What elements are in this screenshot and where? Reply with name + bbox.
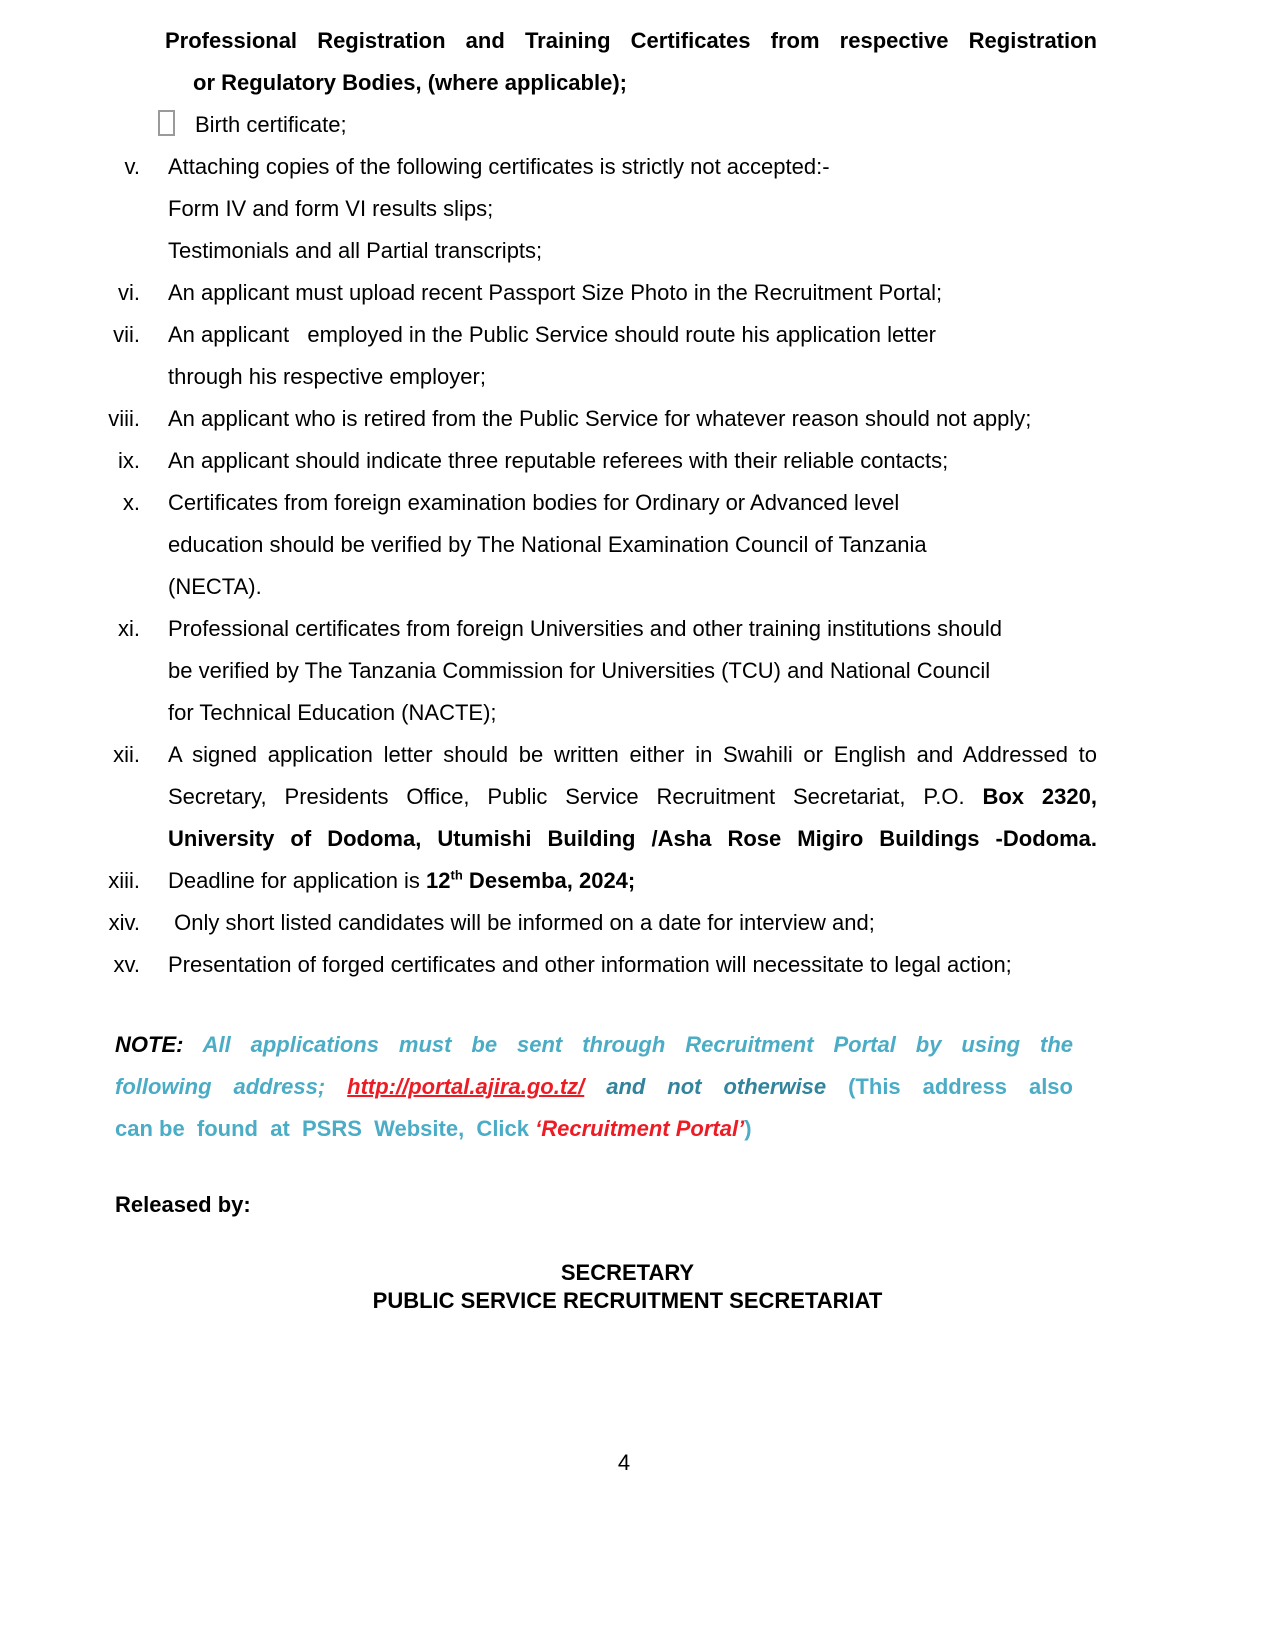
list-item-line — [168, 776, 1097, 818]
note-text-4: can be found at PSRS Website, Click — [115, 1116, 536, 1141]
list-item-line: Certificates from foreign examination bodies for Ordinary or Advanced level — [168, 490, 900, 515]
deadline-ordinal: th — [450, 867, 463, 883]
list-item-viii — [80, 398, 1097, 440]
list-item-vii — [80, 314, 1097, 398]
note-label: NOTE: — [115, 1032, 203, 1057]
list-item-v — [80, 146, 1097, 272]
note-emphasis-text: and not otherwise — [584, 1074, 849, 1099]
list-item-ix — [80, 440, 1097, 482]
bullet-item-label: Birth certificate; — [195, 112, 347, 137]
bullet-item-birth-certificate — [158, 104, 1097, 146]
list-item-line: An applicant employed in the Public Service should route his application letter — [168, 322, 937, 347]
note-line-1 — [115, 1024, 1073, 1066]
list-item-line: An applicant must upload recent Passport Size Photo in the Recruitment Portal; — [168, 280, 943, 305]
list-item-line: Attaching copies of the following certificates is strictly not accepted:- — [168, 154, 830, 179]
list-number: xi. — [118, 616, 140, 641]
recruitment-portal-label: ‘Recruitment Portal’ — [535, 1116, 745, 1141]
signoff-secretary: SECRETARY — [560, 1260, 695, 1285]
list-item-xv — [80, 944, 1097, 986]
deadline-prefix: Deadline for application is — [168, 868, 427, 893]
list-number: viii. — [108, 406, 140, 431]
list-number: vii. — [113, 322, 140, 347]
deadline-line — [168, 860, 1097, 902]
heading-line-1: Professional Registration and Training Certificates from respective Registration — [165, 28, 1097, 53]
address-text: Secretary, Presidents Office, Public Service Recruitment Secretariat, P.O. — [168, 784, 965, 809]
list-item-line: (NECTA). — [168, 574, 262, 599]
po-box-bold-text: Box 2320, — [964, 784, 1097, 809]
list-item-x — [80, 482, 1097, 608]
list-number: v. — [124, 154, 140, 179]
list-number: ix. — [118, 448, 140, 473]
list-item-vi — [80, 272, 1097, 314]
note-text-2: following address; — [115, 1074, 348, 1099]
released-by-label: Released by: — [115, 1192, 251, 1217]
list-number: xiv. — [108, 910, 140, 935]
deadline-day: 12 — [426, 868, 451, 893]
signoff-secretariat: PUBLIC SERVICE RECRUITMENT SECRETARIAT — [372, 1288, 883, 1313]
missing-glyph-bullet-icon — [158, 110, 175, 136]
note-line-3 — [115, 1108, 1073, 1150]
list-item-line: through his respective employer; — [168, 364, 486, 389]
signoff-block — [80, 1259, 1097, 1315]
note-text-1: All applications must be sent through Recruitment Portal by using the — [202, 1032, 1074, 1057]
note-closing-paren: ) — [744, 1116, 752, 1141]
list-number: x. — [122, 490, 140, 515]
list-number: xv. — [113, 952, 140, 977]
page-number: 4 — [617, 1450, 631, 1475]
list-item-line: be verified by The Tanzania Commission for Universities (TCU) and National Council — [168, 658, 991, 683]
list-number: xii. — [113, 742, 140, 767]
list-item-line: An applicant who is retired from the Public Service for whatever reason should not apply; — [168, 406, 1032, 431]
list-item-line: An applicant should indicate three reputable referees with their reliable contacts; — [168, 448, 949, 473]
list-item-xiii — [80, 860, 1097, 902]
list-item-line: Professional certificates from foreign Universities and other training institutions should — [168, 616, 1002, 641]
list-item-line: Form IV and form VI results slips; — [168, 196, 494, 221]
address-bold-line: University of Dodoma, Utumishi Building /Asha Rose Migiro Buildings -Dodoma. — [168, 826, 1097, 851]
note-paragraph — [115, 1024, 1073, 1150]
note-line-2 — [115, 1066, 1073, 1108]
list-item-xiv — [80, 902, 1097, 944]
list-item-line: for Technical Education (NACTE); — [168, 700, 497, 725]
note-text-3: (This address also — [848, 1074, 1073, 1099]
list-item-line: Presentation of forged certificates and other information will necessitate to legal action; — [168, 952, 1012, 977]
recruitment-portal-link[interactable]: http://portal.ajira.go.tz/ — [347, 1074, 585, 1099]
list-item-xii — [80, 734, 1097, 860]
list-number: xiii. — [108, 868, 140, 893]
list-item-line: Only short listed candidates will be informed on a date for interview and; — [168, 910, 875, 935]
list-number: vi. — [118, 280, 140, 305]
deadline-date: Desemba, 2024; — [462, 868, 636, 893]
list-item-line: A signed application letter should be written either in Swahili or English and Addressed to — [168, 742, 1097, 767]
list-item-line: Testimonials and all Partial transcripts; — [168, 238, 543, 263]
list-item-line: education should be verified by The National Examination Council of Tanzania — [168, 532, 927, 557]
certificates-heading — [165, 20, 1097, 104]
heading-line-2: or Regulatory Bodies, (where applicable); — [193, 70, 627, 95]
list-item-xi — [80, 608, 1097, 734]
